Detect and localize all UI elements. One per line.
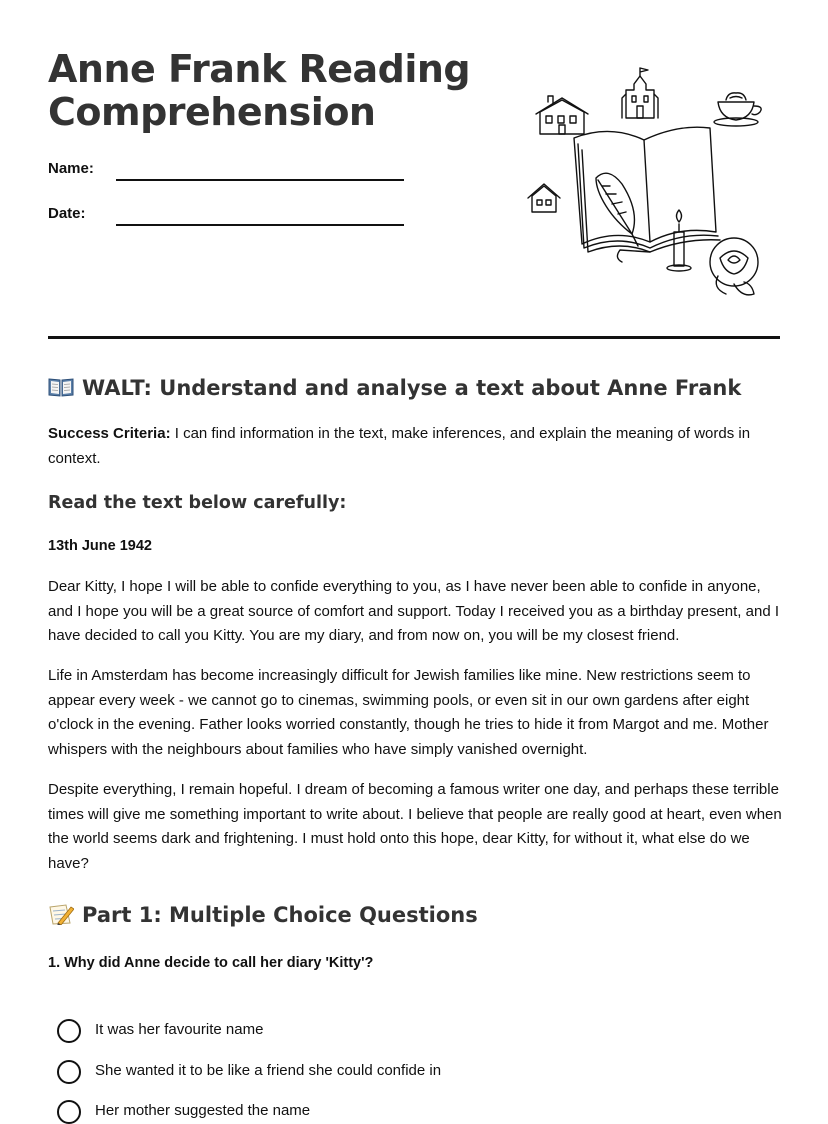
reading-instruction: Read the text below carefully:: [48, 493, 347, 513]
rose-icon: [710, 238, 758, 295]
success-criteria-text: I can find information in the text, make inferences, and explain the meaning of words in context.: [48, 425, 751, 467]
walt-heading-text: WALT: Understand and analyse a text about Anne Frank: [82, 376, 742, 400]
diary-illustration: [522, 62, 772, 302]
question-1: 1. Why did Anne decide to call her diary 'Kitty'?: [48, 955, 374, 971]
diary-paragraph-3: Despite everything, I remain hopeful. I dream of becoming a famous writer one day, and perhaps these terrible times will give me something important to write about. I believe that people are really good at heart, even when the world seems dark and frightening. I must hold onto this hope, dear Kitty, for without it, what else do we have?: [48, 781, 782, 872]
part1-heading-text: Part 1: Multiple Choice Questions: [82, 903, 478, 927]
part1-heading: [48, 903, 478, 927]
worksheet-title: [48, 48, 470, 134]
teacup-icon: [714, 93, 761, 126]
success-criteria-label: Success Criteria:: [48, 425, 171, 442]
memo-pencil-icon: [48, 903, 74, 925]
radio-button[interactable]: [57, 1100, 81, 1124]
name-writing-line[interactable]: [116, 179, 404, 181]
date-label: Date:: [48, 205, 86, 222]
date-writing-line[interactable]: [116, 224, 404, 226]
open-book-icon: [574, 127, 720, 262]
section-divider: [48, 336, 780, 339]
diary-date: 13th June 1942: [48, 538, 152, 554]
walt-heading: [48, 376, 741, 400]
option-label: She wanted it to be like a friend she could confide in: [95, 1062, 442, 1079]
manor-house-icon: [536, 96, 588, 134]
option-label: Her mother suggested the name: [95, 1102, 311, 1119]
small-house-icon: [528, 184, 560, 212]
radio-button[interactable]: [57, 1019, 81, 1043]
title-line-1: Anne Frank Reading: [48, 47, 471, 91]
diary-paragraph-1: Dear Kitty, I hope I will be able to confide everything to you, as I have never been able to confide in anyone, and I hope you will be a great source of comfort and support. Today I received you as a birthday present, and I have decided to call you Kitty. You are my diary, and from now on, you will be my closest friend.: [48, 578, 779, 645]
name-label: Name:: [48, 160, 94, 177]
castle-icon: [622, 68, 658, 118]
title-line-2: Comprehension: [48, 90, 376, 134]
open-book-icon: [48, 376, 74, 398]
radio-button[interactable]: [57, 1060, 81, 1084]
diary-paragraph-2: Life in Amsterdam has become increasingly difficult for Jewish families like mine. New restrictions seem to appear every week - we cannot go to cinemas, swimming pools, or even sit in our own gardens after eight o'clock in the evening. Father looks worried constantly, though he tries to hide it from Margot and me. Mother whispers with the neighbours about families who have simply vanished overnight.: [48, 667, 769, 758]
success-criteria: [48, 422, 783, 471]
option-label: It was her favourite name: [95, 1021, 264, 1038]
